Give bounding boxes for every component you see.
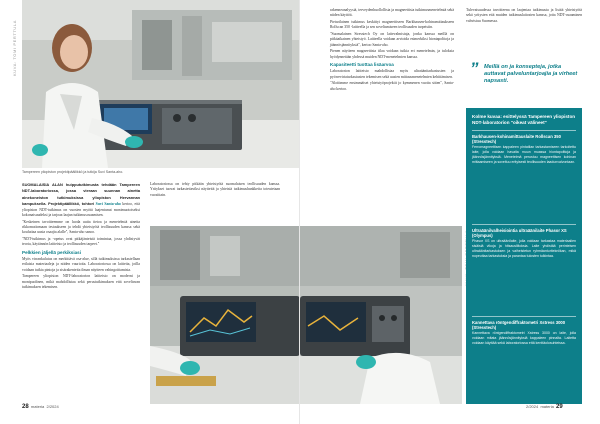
article-column-2-left	[150, 182, 280, 199]
author-name: Suvi Santa-aho	[95, 202, 121, 207]
paragraph: Pietarilainen tutkimus keskittyi magneettiseen Barkhausen-kohinamittaukseen Rollscan 350 -laitteella ja sen soveltamiseen teollisuuden tarpeisiin.	[330, 20, 454, 30]
paragraph: Tampereen yliopiston NDT-laboratorion laitteisto on moderni ja monipuolinen, mikä mahdollistaa sekä perustutkimuksen että soveltavan tutkimuksen tekemisen.	[22, 274, 140, 290]
sidebar-item-text: Phasor XS on ultraäänilaite, jolla voidaan tarkastaa materiaalien sisäisiä vikoja ja hitsausliitoksia. Laite yhdistää perinteisen ultraäänitarkastuksen ja vaiheistetun ryhmäanturitekniikan, mikä nopeuttaa tarkastuksia ja parantaa tulosten tulkintaa.	[472, 238, 576, 258]
page-number: 28	[22, 404, 29, 410]
sidebar-item	[472, 320, 576, 346]
article-column-4	[466, 8, 582, 25]
article-column-3	[330, 8, 454, 93]
sidebar-title: Kolme kuvaa: esittelyssä Tampereen yliopiston NDT-laboratorion "oikeat välineet"	[472, 114, 576, 125]
sidebar-item-heading: Barkhausen-kohinamittauslaite Rollscan 350 (Stresstech)	[472, 134, 561, 145]
paragraph: Laboratoriossa on tehty pitkään yhteistyötä suomalaisen teollisuuden kanssa. Yritykset tuovat tarkastettaviksi näytteitä ja yhteisiä tutkimushankkeita toteutetaan vuosittain.	[150, 182, 280, 197]
lead-paragraph	[22, 182, 140, 218]
sidebar-item-text: Ferromagneettisen kappaleen pintatilan tarkastamiseen tarkoitettu laite, jolla voidaan havaita muun muassa hiontapolttoja ja jäännösjännityksiä. Menetelmä perustuu magneettisen kohinan mittaamiseen ja soveltuu erityisesti teollisuuden laadunvalvontaan.	[472, 144, 576, 164]
paragraph: "Suomalainen Stresstech Oy on laitevalmistaja, jonka kanssa meillä on pitkäaikainen yhteistyö. Laitteella voidaan arvioida esimerkiksi hiontapolttoja ja jäännösjännityksiä", kertoo Santa-aho.	[330, 32, 454, 47]
paragraph: Tulevaisuudessa tavoitteena on laajentaa tutkimusta ja lisätä yhteistyötä sekä yritysten että muiden tutkimuslaitosten kanssa, jotta NDT-osaaminen vahvistuu Suomessa.	[466, 8, 582, 23]
article-column-1	[22, 182, 140, 292]
magazine-name: materia	[540, 404, 554, 409]
lead-continued: kertoo, että yliopiston NDT-tutkimus on vuosien myötä laajentunut monimuotoiseksi kokonaisuudeksi ja tarjoaa laajan tutkimusosaamisen.	[22, 202, 140, 218]
paragraph: rakenneanalyysiä, terveydenhuollollisia ja magneettisia tutkimusmenetelmiä sekä niiden käyttöä.	[330, 8, 454, 18]
sidebar-item-text: Kannettava röntgendiffraktometri Xstress 3000 on laite, jolla voidaan mitata jäännösjännityksiä kappaleen pinnalta. Laitetta voidaan käyttää sekä laboratoriossa että kenttäolosuhteissa.	[472, 330, 576, 345]
photo-caption: Tampereen yliopiston projektipäällikkö ja tutkija Suvi Santa-aho.	[22, 170, 124, 174]
paragraph: "Keskeinen tavoitteemme on luoda uutta tietoa ja menetelmiä ainetta rikkomattomaan testaukseen ja tehdä yhteistyötä teollisuuden kanssa sekä kouluttaa uusia osaajia alalle", Santa-aho sanoo.	[22, 219, 140, 235]
paragraph: Myös virrankulutus on merkittävä osa-alue, sillä tutkimuksissa tarkastellaan erilaisia materiaaleja ja niiden vaurioita. Laboratoriossa on laitteita, joilla voidaan tutkia pintoja ja sisärakenteita ilman näytteen vahingoittamista.	[22, 256, 140, 272]
sidebar-divider	[472, 316, 576, 317]
instrument-photo	[150, 226, 300, 404]
sidebar-divider	[472, 224, 576, 225]
quote-text: Meillä on ja konsepteja, jotka auttavat palveluntarjoajia ja virheet napsasti.	[484, 64, 578, 84]
sidebar-item-heading: Ultraääni/valheisiointia ultraäänilaite Phasor XS (Olympus)	[472, 228, 567, 239]
photo-credit: KUVA: TOMI PERTTULA	[12, 20, 17, 77]
right-page	[300, 0, 600, 424]
lead-text: SUOMALAISIA ALAN huippututkimusta tehdään Tampereen NDT-laboratoriossa, jossa vieraan suunnan ainetta ainekoneiston tutkimuksissa yliopiston Hervannan kampuksella. Projektipäällikkö, tohtori	[22, 182, 140, 207]
sidebar-item	[472, 228, 576, 258]
paragraph: Pienen näytteen magneettista tilaa voidaan tutkia eri menetelmin, ja tuloksia hyödynnetään yhdessä muiden NDT-menetelmien kanssa.	[330, 49, 454, 59]
magazine-name: materia	[30, 404, 45, 409]
page-footer-right	[526, 404, 563, 410]
paragraph: Laboratorion laitteisto mahdollistaa myös ultraäänitarkastusten ja pyörrevirtatarkastusten tekemisen sekä uusien mittausmenetelmien kehittämisen.	[330, 69, 454, 79]
paragraph: "Aloitimme ensimmäiset yhteistyöprojektit jo kymmenen vuotta sitten", Santa-aho kertoo.	[330, 81, 454, 91]
instrument-photo-right	[300, 226, 462, 404]
issue-number: 2/2024	[526, 404, 539, 409]
issue-number: 2/2024	[46, 404, 59, 409]
subheading: Pelkkien jäljellä perkiksiasi	[22, 249, 81, 255]
paragraph: "NDT-tutkimus ja -opetus ovat pitkäjänteistä toimintaa, jossa yhdistyvät teoria, käytännön laitteisto ja teollisuuden tarpeet."	[22, 237, 140, 247]
sidebar-item	[472, 134, 576, 164]
page-footer-left	[22, 404, 59, 410]
subheading: Kapasiteetti tuottaa lisäarvoa	[330, 62, 394, 68]
page-number: 29	[556, 404, 563, 410]
researcher-photo	[22, 0, 300, 168]
sidebar-item-heading: Kannettava röntgendiffraktometri Xstress 3000 (Stresstech)	[472, 320, 566, 331]
sidebar-divider	[472, 130, 576, 131]
quote-mark-icon: ”	[470, 59, 479, 78]
equipment-sidebar	[466, 108, 582, 404]
